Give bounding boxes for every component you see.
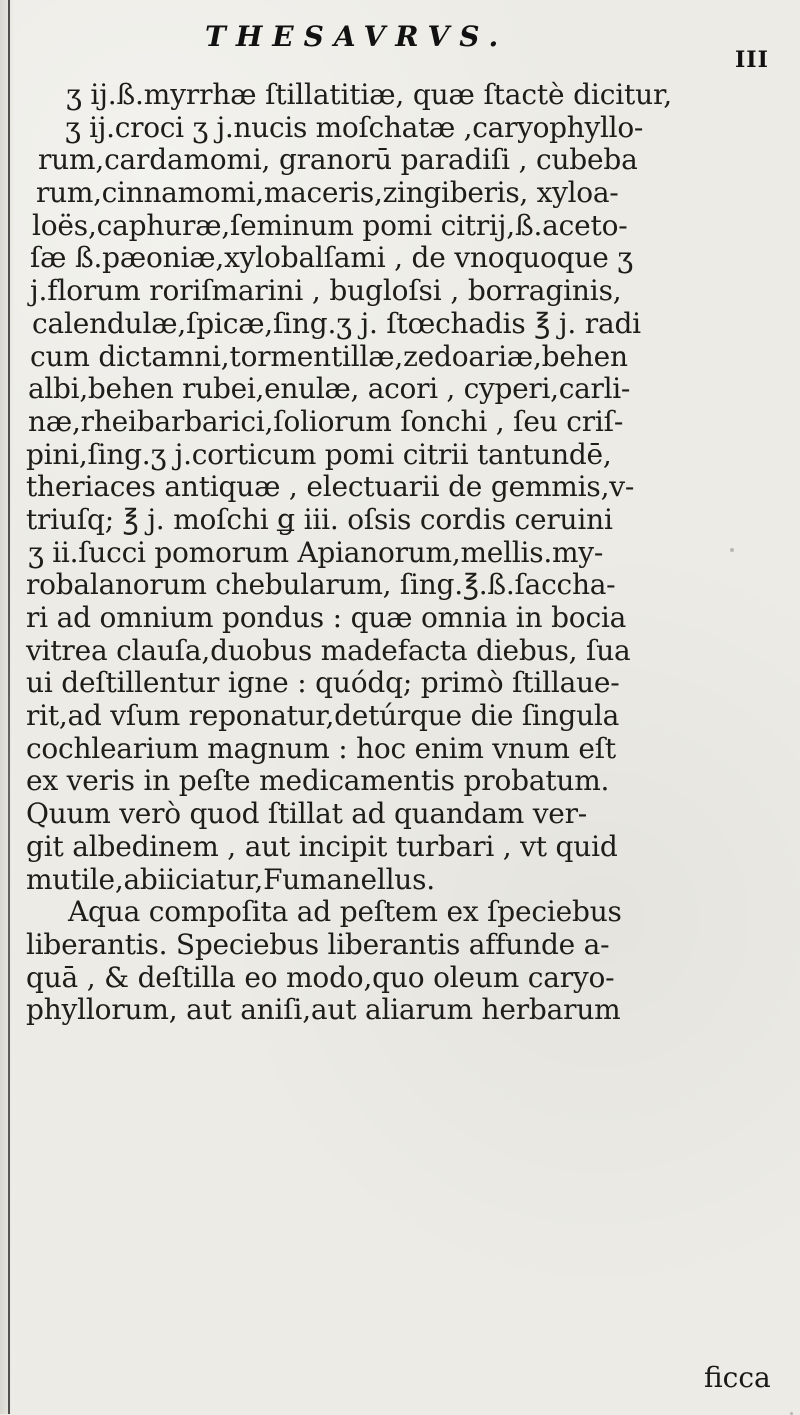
page-number: III (735, 47, 769, 73)
text-line: theriaces antiquæ , electuarii de gemmis,v- (26, 470, 635, 504)
text-line: j.florum roriſmarini , bugloſsi , borraginis, (30, 274, 622, 308)
text-line: quā , & deſtilla eo modo,quo oleum caryo- (26, 960, 615, 994)
text-line: triuſq; ℥ j. moſchi ǥ iii. oſsis cordis ceruini (26, 502, 613, 536)
text-line: ʒ ii.ſucci pomorum Apianorum,mellis.my- (28, 535, 604, 569)
text-line: Quum verò quod ſtillat ad quandam ver- (26, 797, 587, 831)
text-line: ex veris in peſte medicamentis probatum. (26, 764, 610, 798)
text-line: rit,ad vſum reponatur,detúrque die ſingula (26, 699, 620, 733)
text-line: phyllorum, aut aniſi,aut aliarum herbarum (26, 993, 621, 1027)
ink-speck (730, 548, 734, 552)
text-line: ui deſtillentur igne : quódq; primò ſtillaue- (26, 666, 620, 700)
body-text (18, 79, 794, 1027)
text-line: cochlearium magnum : hoc enim vnum eſt (26, 731, 616, 765)
text-line: pini,ſing.ʒ j.corticum pomi citrii tantundē, (26, 437, 612, 471)
text-line: næ,rheibarbarici,ſoliorum ſonchi , ſeu criſ- (28, 404, 624, 438)
text-line: rum,cardamomi, granorū paradiſi , cubeba (38, 143, 638, 177)
page-gutter-edge (0, 0, 14, 1414)
text-line: rum,cinnamomi,maceris,zingiberis, xyloa- (36, 176, 619, 210)
text-line: Aqua compoſita ad peſtem ex ſpeciebus (68, 895, 622, 929)
page-binding-line (8, 0, 10, 1414)
text-line: albi,behen rubei,enulæ, acori , cyperi,carli- (28, 372, 631, 406)
running-head: THESAVRVS. (205, 20, 509, 53)
catchword: ficca (704, 1361, 771, 1394)
text-line: ʒ ij.ß.myrrhæ ſtillatitiæ, quæ ſtactè dicitur, (66, 78, 672, 111)
text-line: git albedinem , aut incipit turbari , vt quid (26, 829, 618, 863)
text-line: ſæ ß.pæoniæ,xylobalſami , de vnoquoque ʒ (30, 241, 633, 275)
text-line: calendulæ,ſpicæ,ſing.ʒ j. ſtœchadis ℥ j. radi (32, 306, 641, 340)
text-line: ʒ ij.croci ʒ j.nucis moſchatæ ,caryophyllo- (65, 110, 644, 144)
text-line: loës,caphuræ,ſeminum pomi citrij,ß.aceto- (32, 208, 628, 242)
text-line: ri ad omnium pondus : quæ omnia in bocia (26, 601, 627, 634)
text-line: cum dictamni,tormentillæ,zedoariæ,behen (30, 339, 628, 373)
text-line: vitrea clauſa,duobus madefacta diebus, ſua (26, 633, 631, 667)
text-line: liberantis. Speciebus liberantis affunde a- (26, 927, 610, 961)
text-line: mutile,abiiciatur,Fumanellus. (26, 862, 435, 896)
text-line: robalanorum chebularum, ſing.℥.ß.ſaccha- (26, 568, 616, 602)
